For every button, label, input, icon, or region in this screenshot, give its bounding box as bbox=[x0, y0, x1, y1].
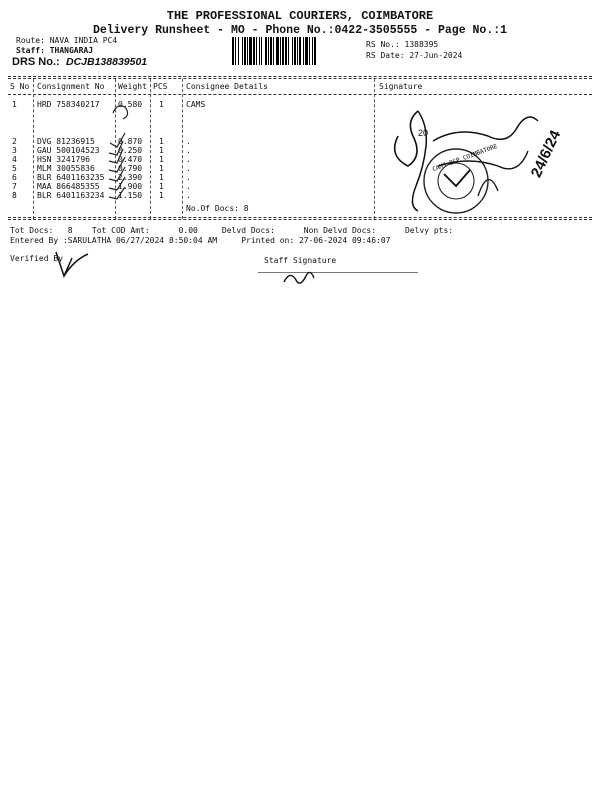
drs-number: DCJB138839501 bbox=[66, 56, 148, 68]
row-pcs: 1 bbox=[159, 100, 164, 109]
rs-date: RS Date: 27-Jun-2024 bbox=[366, 51, 463, 60]
col-consignment-header: Consignment No bbox=[37, 82, 105, 91]
entered-line: Entered By :SARULATHA 06/27/2024 8:50:04 AM Printed on: 27-06-2024 09:46:07 bbox=[10, 236, 391, 245]
row-pcs: 1 bbox=[159, 191, 164, 200]
table-bottom-rule-2 bbox=[8, 219, 592, 220]
handwritten-date: 24/6/24 bbox=[527, 127, 565, 181]
row-consignment: BLR 6401163235 bbox=[37, 173, 105, 182]
runsheet-title: Delivery Runsheet - MO - Phone No.:0422-3505555 - Page No.:1 bbox=[92, 24, 508, 37]
row-weight: 0.580 bbox=[118, 100, 143, 109]
route-text: Route: NAVA INDIA PC4 bbox=[16, 36, 118, 45]
row-sno: 2 bbox=[12, 137, 17, 146]
row-sno: 5 bbox=[12, 164, 17, 173]
row-consignment: BLR 6401163234 bbox=[37, 191, 105, 200]
row-weight: 0.870 bbox=[118, 137, 143, 146]
row-weight: 0.470 bbox=[118, 155, 143, 164]
row-consignment: HRD 758340217 bbox=[37, 100, 100, 109]
staff-signature-label: Staff Signature bbox=[264, 256, 337, 265]
row-consignment: DVG 81236915 bbox=[37, 137, 95, 146]
row-sno: 4 bbox=[12, 155, 17, 164]
row-pcs: 1 bbox=[159, 173, 164, 182]
barcode bbox=[232, 37, 358, 65]
row-consignee: . bbox=[186, 191, 191, 200]
row-sno: 8 bbox=[12, 191, 17, 200]
totals-line: Tot Docs: 8 Tot COD Amt: 0.00 Delvd Docs: Non Delvd Docs: Delvy pts: bbox=[10, 226, 454, 235]
row-consignee: . bbox=[186, 173, 191, 182]
col-signature-header: Signature bbox=[379, 82, 423, 91]
col-divider bbox=[33, 79, 34, 219]
col-pcs-header: PCS bbox=[153, 82, 168, 91]
table-top-rule bbox=[8, 76, 592, 77]
row-pcs: 1 bbox=[159, 137, 164, 146]
row-weight: 2.390 bbox=[118, 173, 143, 182]
handwritten-number: 20 bbox=[418, 128, 429, 138]
row-sno: 3 bbox=[12, 146, 17, 155]
row-weight: 0.790 bbox=[118, 164, 143, 173]
tick-marks bbox=[95, 95, 145, 210]
row-weight: 0.250 bbox=[118, 146, 143, 155]
col-weight-header: Weight bbox=[118, 82, 147, 91]
row-consignment: MLM 30055836 bbox=[37, 164, 95, 173]
row-sno: 7 bbox=[12, 182, 17, 191]
company-title: THE PROFESSIONAL COURIERS, COIMBATORE bbox=[166, 9, 434, 23]
row-consignment: MAA 866485355 bbox=[37, 182, 100, 191]
row-consignee: CAMS bbox=[186, 100, 206, 109]
row-consignee: . bbox=[186, 164, 191, 173]
row-weight: 1.900 bbox=[118, 182, 143, 191]
stamp-text: CAMS BCP COIMBATORE bbox=[431, 143, 499, 174]
col-divider bbox=[374, 79, 375, 219]
row-sno: 6 bbox=[12, 173, 17, 182]
col-divider bbox=[150, 79, 151, 219]
verified-by-label: Verified By bbox=[10, 254, 63, 263]
row-consignee: . bbox=[186, 137, 191, 146]
row-pcs: 1 bbox=[159, 155, 164, 164]
row-consignee: . bbox=[186, 155, 191, 164]
row-pcs: 1 bbox=[159, 164, 164, 173]
row-pcs: 1 bbox=[159, 182, 164, 191]
row-consignment: HSN 3241796 bbox=[37, 155, 90, 164]
staff-text: Staff: THANGARAJ bbox=[16, 46, 94, 55]
verified-signature bbox=[52, 250, 92, 280]
staff-signature-mark bbox=[280, 264, 320, 290]
stamp-signature bbox=[378, 96, 578, 218]
row-consignee: . bbox=[186, 146, 191, 155]
rs-no: RS No.: 1388395 bbox=[366, 40, 439, 49]
drs-label: DRS No.: bbox=[12, 56, 60, 68]
col-sno-header: S No bbox=[10, 82, 30, 91]
table-top-rule-2 bbox=[8, 78, 592, 79]
row-consignment: GAU 500104523 bbox=[37, 146, 100, 155]
row-consignee: . bbox=[186, 182, 191, 191]
col-divider bbox=[182, 79, 183, 219]
row-sno: 1 bbox=[12, 100, 17, 109]
row-pcs: 1 bbox=[159, 146, 164, 155]
row-weight: 1.150 bbox=[118, 191, 143, 200]
col-consignee-header: Consignee Details bbox=[186, 82, 268, 91]
no-of-docs: No.Of Docs: 8 bbox=[186, 204, 249, 213]
